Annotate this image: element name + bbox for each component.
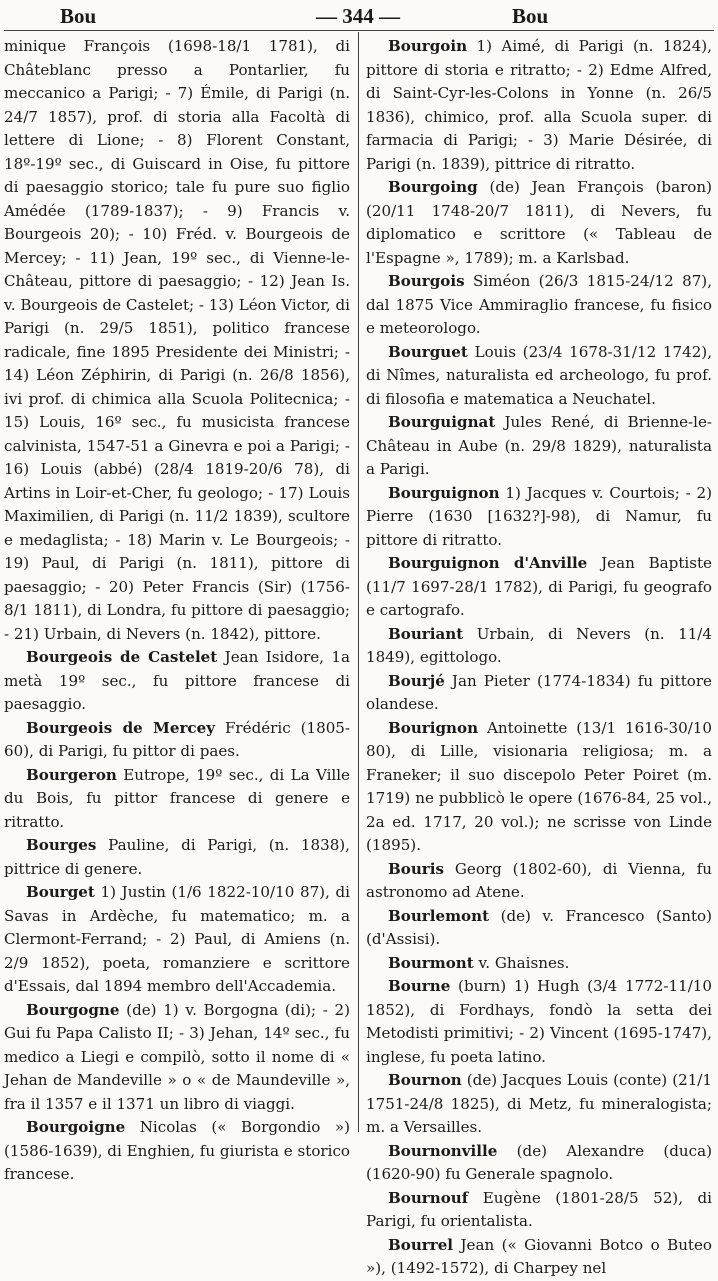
entry-headword: Bourguignon d'Anville: [388, 554, 588, 572]
entry-text: Urbain, di Nevers (n. 11/4 1849), egittologo.: [366, 624, 712, 666]
entry-headword: Bourgoigne: [26, 1118, 126, 1136]
entry-headword: Bouriant: [388, 624, 464, 643]
header-rule: [4, 30, 714, 31]
dictionary-entry: [366, 858, 712, 905]
dictionary-entry: [366, 623, 712, 670]
entry-text: Antoinette (13/1 1616-30/10 80), di Lille, visionaria religiosa; m. a Franeker; il suo discepolo Peter Poiret (m. 1719) ne pubblicò le opere (1676-84, 25 vol., 2a ed. 1717, 20 vol.); ne scrisse von Linde (1895).: [366, 718, 712, 854]
entry-headword: Bourguignat: [388, 413, 496, 431]
entry-headword: Bouris: [388, 859, 444, 878]
entry-text: v. Ghaisnes.: [473, 953, 570, 972]
entry-headword: Bourguignon: [388, 483, 500, 502]
entry-headword: Bourmont: [388, 953, 474, 972]
dictionary-entry: [366, 482, 712, 553]
entry-text: (burn) 1) Hugh (3/4 1772-11/10 1852), di Fordhays, fondò la setta dei Metodisti primitivi; - 2) Vincent (1695-1747), inglese, fu poeta latino.: [366, 977, 712, 1066]
entry-headword: Bourgoin: [388, 37, 468, 55]
entry-text: (de) Jean François (baron) (20/11 1748-20/7 1811), di Nevers, fu diplomatico e scrittore (« Tableau de l'Espagne », 1789); m. a Karlsbad.: [366, 178, 712, 267]
entry-headword: Bourgeron: [26, 765, 117, 784]
entry-headword: Bourget: [26, 883, 95, 901]
entry-text: 1) Jacques v. Courtois; - 2) Pierre (1630 [1632?]-98), di Namur, fu pittore di ritratto.: [366, 483, 712, 549]
dictionary-entry: [4, 834, 350, 881]
dictionary-entry: [4, 646, 350, 717]
entry-headword: Bourne: [388, 977, 451, 995]
dictionary-entry: [4, 764, 350, 835]
dictionary-entry: [366, 952, 712, 976]
page-header: [0, 2, 718, 30]
dictionary-entry: [4, 717, 350, 764]
dictionary-entry: [4, 1116, 350, 1187]
dictionary-entry: [4, 881, 350, 999]
dictionary-entry: [366, 905, 712, 952]
entry-headword: Bourrel: [388, 1235, 454, 1254]
dictionary-entry: [366, 1187, 712, 1234]
dictionary-entry: [366, 411, 712, 482]
entry-text: (de) Jacques Louis (conte) (21/1 1751-24/8 1825), di Metz, fu mineralogista; m. a Versailles.: [366, 1071, 712, 1136]
header-right-guideword: Bou: [512, 4, 549, 28]
entry-headword: Bourlemont: [388, 906, 490, 925]
right-column: [366, 35, 712, 1277]
dictionary-entry: [366, 176, 712, 270]
entry-text: Nicolas (« Borgondio ») (1586-1639), di Enghien, fu giurista e storico francese.: [4, 1118, 350, 1183]
dictionary-entry: [4, 999, 350, 1117]
entry-headword: Bournon: [388, 1071, 462, 1089]
entry-text: Frédéric (1805-60), di Parigi, fu pittor di paes.: [4, 718, 350, 760]
header-left-guideword: Bou: [60, 4, 97, 28]
entry-headword: Bourges: [26, 836, 97, 854]
entry-headword: Bournouf: [388, 1188, 469, 1207]
dictionary-entry: [366, 975, 712, 1069]
page-number: — 344 —: [316, 4, 400, 28]
left-column: [4, 35, 350, 1183]
entry-headword: Bourjé: [388, 671, 445, 690]
dictionary-entry: [366, 1234, 712, 1281]
entry-headword: Bourguet: [388, 342, 468, 361]
entry-headword: Bourignon: [388, 718, 479, 737]
entry-headword: Bourgoing: [388, 178, 478, 196]
entry-text: (de) v. Francesco (Santo) (d'Assisi).: [366, 906, 712, 948]
dictionary-entry: [366, 552, 712, 623]
entry-text: Eutrope, 19º sec., di La Ville du Bois, fu pittor francese di genere e ritratto.: [4, 765, 350, 831]
dictionary-entry: [366, 270, 712, 341]
entry-text: Georg (1802-60), di Vienna, fu astronomo ad Atene.: [366, 859, 712, 901]
entry-text: Siméon (26/3 1815-24/12 87), dal 1875 Vice Ammiraglio francese, fu fisico e meteorologo.: [366, 272, 712, 337]
entry-headword: Bourgeois de Castelet: [26, 648, 218, 666]
entry-text: (de) Alexandre (duca) (1620-90) fu Generale spagnolo.: [366, 1141, 712, 1183]
entry-text: 1) Aimé, di Parigi (n. 1824), pittore di storia e ritratto; - 2) Edme Alfred, di Saint-Cyr-les-Colons in Yonne (n. 26/5 1836), chimico, prof. alla Scuola super. di farmacia di Parigi; - 3) Marie Désirée, di Parigi (n. 1839), pittrice di ritratto.: [366, 37, 712, 173]
dictionary-entry: [366, 717, 712, 858]
column-divider: [358, 32, 359, 1132]
dictionary-entry: [366, 341, 712, 412]
entry-headword: Bourgois: [388, 272, 465, 290]
entry-text: minique François (1698-18/1 1781), di Châteblanc presso a Pontarlier, fu meccanico a Parigi; - 7) Émile, di Parigi (n. 24/7 1857), prof. di storia alla Facoltà di lettere di Lione; - 8) Florent Constant, 18º-19º sec., di Guiscard in Oise, fu pittore di paesaggio storico; tale fu pure suo figlio Amédée (1789-1837); - 9) Francis v. Bourgeois 20); - 10) Fréd. v. Bourgeois de Mercey; - 11) Jean, 19º sec., di Vienne-le-Château, pittore di paesaggio; - 12) Jean Is. v. Bourgeois de Castelet; - 13) Léon Victor, di Parigi (n. 29/5 1851), politico francese radicale, fine 1895 Presidente dei Ministri; - 14) Léon Zéphirin, di Parigi (n. 26/8 1856), ivi prof. di chimica alla Scuola Politecnica; - 15) Louis, 16º sec., fu musicista francese calvinista, 1547-51 a Ginevra e poi a Parigi; - 16) Louis (abbé) (28/4 1819-20/6 78), di Artins in Loir-et-Cher, fu geologo; - 17) Louis Maximilien, di Parigi (n. 11/2 1839), scultore e medaglista; - 18) Marin v. Le Bourgeois; - 19) Paul, di Parigi (n. 1811), pittore di paesaggio; - 20) Peter Francis (Sir) (1756-8/1 1811), di Londra, fu pittore di paesaggio; - 21) Urbain, di Nevers (n. 1842), pittore.: [4, 37, 350, 643]
entry-text: Jan Pieter (1774-1834) fu pittore olandese.: [366, 671, 712, 713]
entry-headword: Bourgogne: [26, 1000, 120, 1019]
dictionary-entry: [366, 1069, 712, 1140]
entry-text: Jules René, di Brienne-le-Château in Aube (n. 29/8 1829), naturalista a Parigi.: [366, 413, 712, 478]
entry-text: Louis (23/4 1678-31/12 1742), di Nîmes, naturalista ed archeologo, fu prof. di filosofia e matematica a Neuchatel.: [366, 342, 712, 408]
entry-headword: Bournonville: [388, 1141, 498, 1160]
entry-text: Eugène (1801-28/5 52), di Parigi, fu orientalista.: [366, 1188, 712, 1230]
entry-headword: Bourgeois de Mercey: [26, 718, 215, 737]
dictionary-entry: [366, 35, 712, 176]
dictionary-entry: [4, 35, 350, 646]
entry-text: Jean Baptiste (11/7 1697-28/1 1782), di Parigi, fu geografo e cartografo.: [366, 554, 712, 619]
entry-text: Jean (« Giovanni Botco o Buteo »), (1492-1572), di Charpey nel: [366, 1235, 712, 1277]
dictionary-entry: [366, 670, 712, 717]
entry-text: 1) Justin (1/6 1822-10/10 87), di Savas in Ardèche, fu matematico; m. a Clermont-Ferrand; - 2) Paul, di Amiens (n. 2/9 1852), poeta, romanziere e scrittore d'Essais, dal 1894 membro dell'Accademia.: [4, 883, 350, 995]
entry-text: (de) 1) v. Borgogna (di); - 2) Gui fu Papa Calisto II; - 3) Jehan, 14º sec., fu medico a Liegi e compilò, sotto il nome di « Jehan de Mandeville » o « de Maundeville », fra il 1357 e il 1371 un libro di viaggi.: [4, 1000, 350, 1113]
entry-text: Pauline, di Parigi, (n. 1838), pittrice di genere.: [4, 836, 350, 878]
entry-text: Jean Isidore, 1a metà 19º sec., fu pittore francese di paesaggio.: [4, 648, 350, 713]
dictionary-entry: [366, 1140, 712, 1187]
